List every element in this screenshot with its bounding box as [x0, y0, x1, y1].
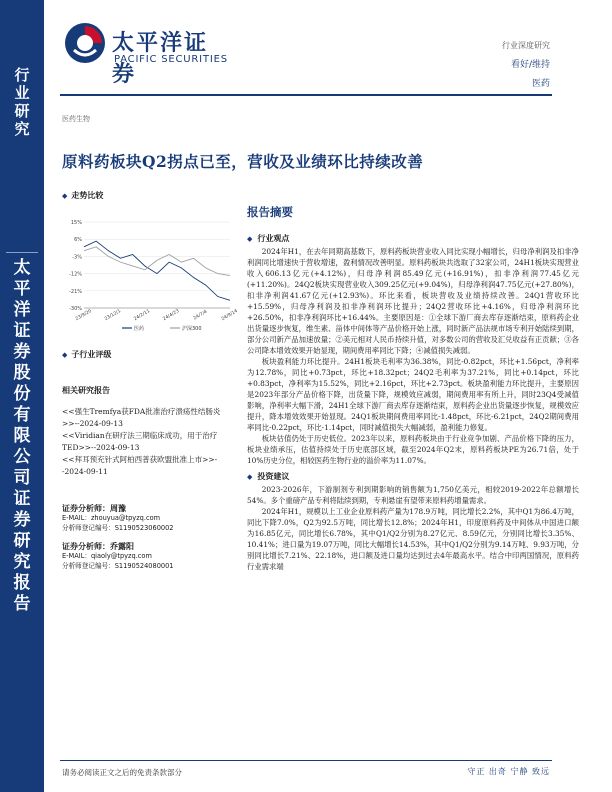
report-title: 原料药板块Q2拐点已至，营收及业绩环比持续改善	[62, 152, 424, 171]
analyst-email[interactable]: E-MAIL：qiaoly@tpyzq.com	[62, 552, 152, 560]
series-line-0	[84, 241, 230, 300]
rating-heading-label: 子行业评级	[71, 349, 112, 359]
company-logo	[62, 20, 230, 87]
summary-paragraph: 2023-2026年，下游制剂专利到期影响的销售额为1,750亿美元，相较2019-2022年总额增长54%。多个重磅产品专利将陆续到期，专利悬崖有望带来原料药增量需求。	[247, 485, 579, 505]
triangle-bullet-icon: ◆	[62, 191, 68, 200]
industry-view-label: 行业观点	[257, 232, 290, 243]
x-tick-label: 23/9/20	[74, 308, 93, 323]
header-divider	[60, 94, 552, 96]
triangle-bullet-icon: ◆	[62, 350, 68, 359]
y-tick-label: 15%	[70, 220, 82, 226]
analyst-card	[62, 541, 234, 571]
y-tick-label: 6%	[74, 237, 82, 244]
triangle-bullet-icon: ◆	[247, 471, 253, 481]
footer-disclaimer: 请务必阅读正文之后的免责条款部分	[62, 768, 182, 777]
industry-rating: 看好/维持	[510, 60, 550, 70]
related-report-link[interactable]: <<拜耳预充针式阿柏西普获欧盟批准上市>>--2024-09-11	[62, 455, 218, 476]
y-tick-label: -12%	[69, 271, 82, 278]
summary-paragraph: 板块盈利能力环比提升。24H1板块毛利率为36.38%，同比-0.82pct，环比+1.56pct，净利率为12.78%，同比+0.73pct，环比+18.32pct；24Q2毛利率为37.21%，同比+0.14pct，环比+0.83pct，净利率为15.52%，同比+2.16pct，环比+2.73pct。板块盈利能力环比提升，主要原因是2023年部分产品价格下降，出货量下降，规模效应减弱，期间费用率有所上升，同时23Q4受减值影响，净利率大幅下滑，24H1全球下游厂商去库存逐渐结束，原料药企业出货量逐步恢复，规模效应提升，降本增效效果开始显现。24Q1板块期间费用率同比-1.48pct，环比-6.21pct，24Q2期间费用率同比-0.22pct，环比-1.14pct，同时减值损失大幅减弱，盈利能力修复。	[247, 357, 579, 432]
footer-divider	[60, 760, 552, 761]
industry-view-heading	[247, 232, 579, 244]
industry-sector: 医药	[531, 79, 550, 89]
banner-category-label: 行 业 研 究	[14, 66, 30, 138]
y-tick-label: -3%	[72, 254, 82, 261]
analyst-cert: 分析师登记编号：S1190523060002	[62, 524, 174, 532]
trend-chart-svg	[62, 216, 239, 334]
legend-label: 医药	[134, 326, 145, 332]
related-reports-heading: 相关研究报告	[62, 385, 110, 395]
summary-paragraph: 2024年H1，规模以上工业企业原料药产量为178.9万吨，同比增长2.2%，其中Q1为86.4万吨，同比下降7.0%，Q2为92.5万吨，同比增长12.8%；2024年H1，印度原料药及中间体从中国进口额为16.85亿元，同比增长6.78%，其中Q1/Q2分别为8.27亿元、8.59亿元，分别同比增长3.35%、10.41%；进口量为19.07万吨，同比大幅增长14.53%，其中Q1/Q2分别为9.14万吨、9.93万吨，分别同比增长7.21%、22.18%，进口额及进口量均达到过去4年最高水平。结合中印两国情况，原料药行业需求端	[247, 507, 579, 571]
summary-paragraph: 2024年H1，在去年同期高基数下，原料药板块营业收入同比实现小幅增长，归母净利润及扣非净利润同比增速快于营收增速，盈利情况改善明显。原料药板块共选取了32家公司，24H1板块实现营业收入606.13亿元(+4.12%)，归母净利润85.49亿元(+16.91%)，扣非净利润77.45亿元(+11.20%)。24Q2板块实现营业收入309.25亿元(+9.04%)，归母净利润47.75亿元(+27.80%)，扣非净利润41.67亿元(+12.93%)。环比来看，板块营收及业绩持续改善。24Q1营收环比+15.59%，归母净利润及扣非净利润环比提升；24Q2营收环比+4.16%，归母净利润环比+26.50%，扣非净利润环比+16.44%。主要原因是：①全球下游厂商去库存逐渐结束，原料药企业出货量逐步恢复，维生素、甾体中间体等产品价格开始上涨，同时新产品法规市场专利开始陆续到期，部分公司新产品加速放量；②美元相对人民币持续升值，对多数公司的营收及汇兑收益有正贡献；③各公司降本增效效果开始显现，期间费用率同比下降；④减值损失减弱。	[247, 247, 579, 355]
series-line-1	[84, 247, 230, 276]
legend-label: 沪深300	[182, 326, 202, 332]
left-banner	[0, 0, 44, 792]
summary-title: 报告摘要	[247, 205, 293, 219]
banner-org-label: 太 平 洋 证 券 股 份 有 限 公 司 证 券 研 究 报 告	[13, 258, 31, 614]
footer-motto: 守正 出奇 宁静 致远	[467, 767, 550, 776]
x-tick-label: 24/7/4	[192, 309, 209, 322]
logo-english-name: PACIFIC SECURITIES	[114, 54, 228, 65]
x-tick-label: 24/4/23	[162, 308, 181, 323]
header-meta	[502, 40, 550, 89]
triangle-bullet-icon: ◆	[247, 233, 253, 243]
section-tag: 医药生物	[62, 115, 90, 123]
related-report-link[interactable]: <<强生Tremfya获FDA批准治疗溃疡性结肠炎>>--2024-09-13	[62, 407, 221, 428]
y-tick-label: -30%	[69, 306, 82, 312]
banner-divider	[6, 252, 38, 253]
analyst-name: 证券分析师：乔露阳	[62, 541, 134, 551]
analyst-name: 证券分析师：周豫	[62, 503, 126, 513]
trend-chart	[62, 216, 239, 334]
trend-heading-label: 走势比较	[71, 190, 104, 200]
summary-body	[247, 232, 579, 572]
x-tick-label: 24/9/14	[220, 308, 239, 323]
y-tick-label: -21%	[69, 288, 82, 295]
investment-advice-heading	[247, 470, 579, 482]
x-tick-label: 23/12/1	[104, 308, 122, 323]
sub-industry-rating-heading	[62, 349, 111, 360]
logo-chinese-name: 太平洋证券	[112, 31, 209, 87]
related-reports-list	[62, 406, 234, 478]
related-report-link[interactable]: <<Viridian在研疗法三期临床成功，用于治疗TED>>--2024-09-13	[62, 431, 218, 452]
trend-heading	[62, 190, 234, 201]
x-tick-label: 24/2/11	[133, 308, 152, 323]
analyst-cert: 分析师登记编号：S1190524080001	[62, 562, 174, 570]
investment-advice-label: 投资建议	[257, 470, 290, 481]
logo-emblem-icon	[62, 20, 108, 66]
report-type: 行业深度研究	[502, 41, 550, 50]
analyst-card	[62, 503, 234, 533]
analyst-email[interactable]: E-MAIL：zhouyua@tpyzq.com	[62, 514, 161, 522]
summary-paragraph: 板块估值仍处于历史低位。2023年以来，原料药板块由于行业竞争加剧、产品价格下降的压力，板块业绩承压，估值持续处于历史底部区域，截至2024年Q2末，原料药板块PE为26.71倍，处于10%历史分位，相较医药生物行业的溢价率为11.07%。	[247, 434, 579, 465]
